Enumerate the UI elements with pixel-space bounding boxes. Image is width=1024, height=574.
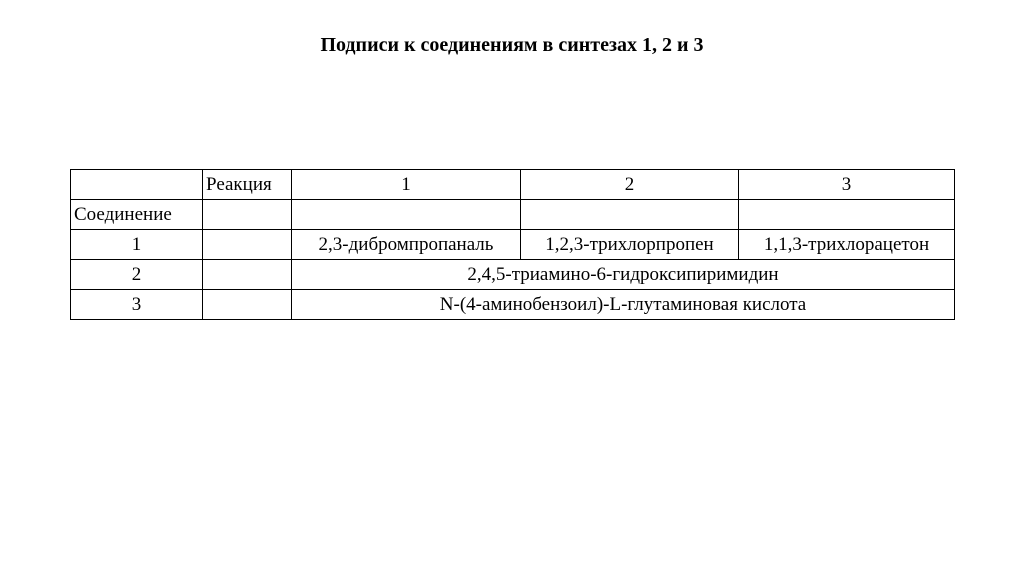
- table-row: [71, 230, 955, 260]
- empty-cell: [521, 200, 739, 230]
- empty-cell: [292, 200, 521, 230]
- table-subheader-row: [71, 200, 955, 230]
- empty-cell: [203, 260, 292, 290]
- table-corner-cell: [71, 170, 203, 200]
- reaction-number-cell: 2: [521, 170, 739, 200]
- compound-name-merged-cell: N-(4-аминобензоил)-L-глутаминовая кислота: [292, 290, 955, 320]
- empty-cell: [203, 230, 292, 260]
- compound-name-merged-cell: 2,4,5-триамино-6-гидроксипиримидин: [292, 260, 955, 290]
- table-header-row: [71, 170, 955, 200]
- compound-name-cell: 2,3-дибромпропаналь: [292, 230, 521, 260]
- empty-cell: [203, 290, 292, 320]
- reaction-number-cell: 3: [739, 170, 955, 200]
- empty-cell: [203, 200, 292, 230]
- reaction-number-cell: 1: [292, 170, 521, 200]
- compound-number-cell: 2: [71, 260, 203, 290]
- compounds-table: [70, 169, 955, 320]
- compound-name-cell: 1,1,3-трихлорацетон: [739, 230, 955, 260]
- page-title: Подписи к соединениям в синтезах 1, 2 и 3: [320, 34, 704, 56]
- compound-number-cell: 3: [71, 290, 203, 320]
- empty-cell: [739, 200, 955, 230]
- compound-name-cell: 1,2,3-трихлорпропен: [521, 230, 739, 260]
- reaction-label-cell: Реакция: [203, 170, 292, 200]
- table-row: [71, 290, 955, 320]
- compound-label-cell: Соединение: [71, 200, 203, 230]
- compound-number-cell: 1: [71, 230, 203, 260]
- table-row: [71, 260, 955, 290]
